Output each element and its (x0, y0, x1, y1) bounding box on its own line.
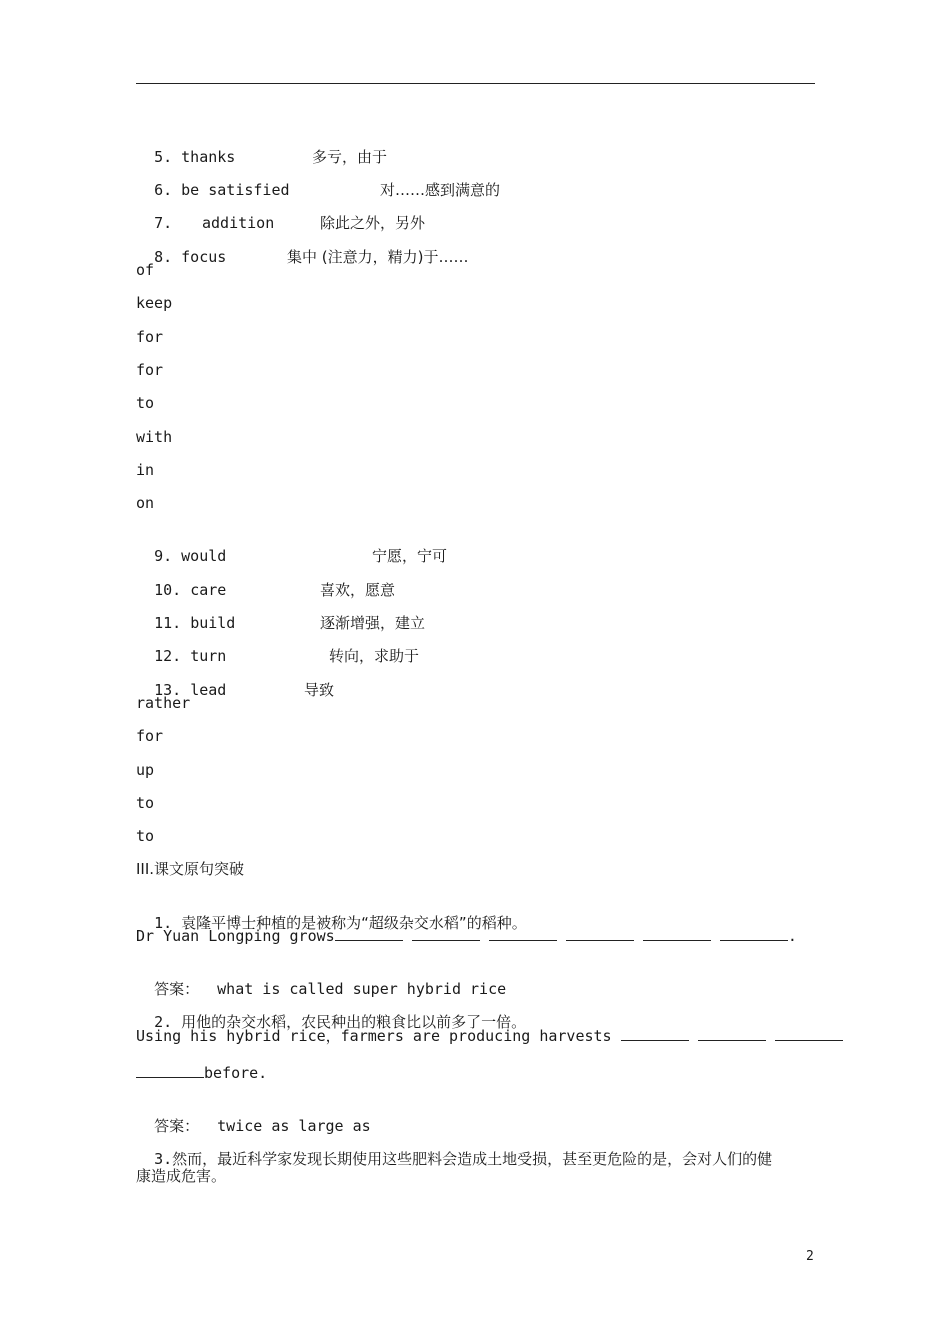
answer-word: up (136, 761, 155, 779)
phrase-5: 5. thanks 多亏，由于 (154, 148, 388, 166)
phrase-13: 13. lead 导致 (154, 681, 335, 699)
answer-2: 答案： twice as large as (154, 1117, 371, 1135)
answer-word: rather (136, 694, 191, 712)
blank[interactable] (643, 926, 711, 941)
blank[interactable] (136, 1063, 204, 1078)
answer-word: on (136, 494, 155, 512)
question-2-en: Using his hybrid rice，farmers are producing harvests (136, 1026, 843, 1046)
question-3-cn-cont: 康造成危害。 (136, 1167, 227, 1185)
answer-word: for (136, 328, 164, 346)
blank[interactable] (566, 926, 634, 941)
answer-word: for (136, 361, 164, 379)
blank[interactable] (489, 926, 557, 941)
phrase-11: 11. build 逐渐增强，建立 (154, 614, 426, 632)
question-2-cn: 2. 用他的杂交水稻，农民种出的粮食比以前多了一倍。 (154, 1013, 527, 1031)
page-number: 2 (806, 1249, 814, 1264)
question-3-cn: 3.然而，最近科学家发现长期使用这些肥料会造成土地受损，甚至更危险的是，会对人们的健 (154, 1150, 773, 1168)
phrase-9: 9. would 宁愿，宁可 (154, 547, 448, 565)
blank[interactable] (621, 1026, 689, 1041)
answer-1: 答案： what is called super hybrid rice (154, 980, 507, 998)
header-rule (136, 83, 815, 84)
blank[interactable] (698, 1026, 766, 1041)
blank[interactable] (775, 1026, 843, 1041)
answer-word: with (136, 428, 173, 446)
blank[interactable] (412, 926, 480, 941)
answer-word: of (136, 261, 155, 279)
answer-word: in (136, 461, 155, 479)
answer-word: to (136, 394, 155, 412)
question-1-cn: 1. 袁隆平博士种植的是被称为“超级杂交水稻”的稻种。 (154, 914, 527, 932)
phrase-10: 10. care 喜欢，愿意 (154, 581, 396, 599)
question-1-en: Dr Yuan Longping grows . (136, 927, 797, 945)
blank[interactable] (720, 926, 788, 941)
phrase-6: 6. be satisfied 对……感到满意的 (154, 181, 501, 199)
answer-word: for (136, 727, 164, 745)
answer-word: to (136, 827, 155, 845)
phrase-8: 8. focus 集中 (注意力，精力)于…… (154, 248, 469, 266)
phrase-12: 12. turn 转向，求助于 (154, 647, 420, 665)
answer-word: to (136, 794, 155, 812)
answer-word: keep (136, 294, 173, 312)
blank[interactable] (335, 926, 403, 941)
section-title: III.课文原句突破 (136, 860, 245, 878)
phrase-7: 7. addition 除此之外，另外 (154, 214, 426, 232)
question-2-en-cont: before. (136, 1063, 267, 1083)
